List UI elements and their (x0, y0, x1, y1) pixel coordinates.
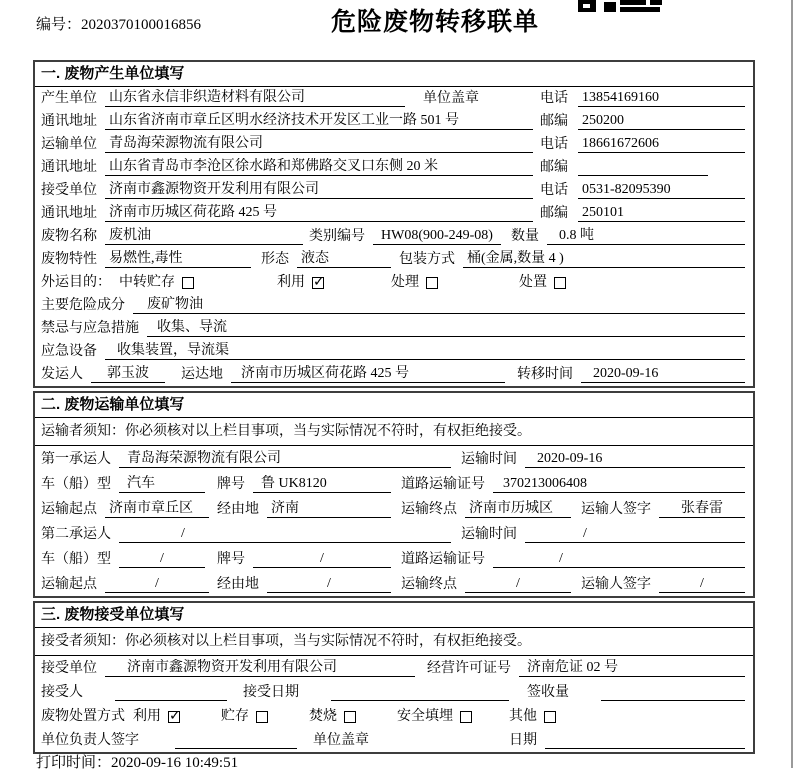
transporter-value: 青岛海荣源物流有限公司 (105, 135, 533, 153)
transporter-address-value: 山东省青岛市李沧区徐水路和郑佛路交叉口东侧 20 米 (105, 158, 533, 176)
zip-label: 邮编 (540, 114, 568, 129)
row-transporter-address (35, 156, 753, 179)
right-column (540, 204, 745, 222)
second-carrier-value: / (119, 525, 451, 543)
receipt-qty-value (601, 684, 745, 701)
option-label: 处置 (519, 275, 547, 290)
checkbox-treat (426, 277, 438, 289)
first-road-license-value: 370213006408 (493, 475, 745, 493)
accept-unit-value: 济南市鑫源物资开发利用有限公司 (105, 659, 415, 677)
plate-label: 牌号 (217, 477, 245, 492)
first-carrier-value: 青岛海荣源物流有限公司 (119, 450, 451, 468)
date-value (545, 732, 745, 749)
destination-value: 济南市历城区荷花路 425 号 (231, 365, 505, 383)
print-time-value: 2020-09-16 10:49:51 (111, 755, 239, 771)
transfer-time-label: 转移时间 (517, 367, 573, 382)
via-label: 经由地 (217, 502, 259, 517)
option-label: 利用 (277, 275, 305, 290)
option-label: 处理 (391, 275, 419, 290)
second-terminal-value: / (465, 575, 571, 593)
phone-label: 电话 (540, 183, 568, 198)
receiver-label: 接受单位 (41, 183, 97, 198)
date-label: 日期 (509, 733, 537, 748)
producer-zip-value: 250200 (578, 112, 745, 130)
purpose-option-dispose (519, 274, 566, 291)
form-label: 形态 (261, 252, 289, 267)
phone-label: 电话 (540, 137, 568, 152)
second-carrier-time-value: / (525, 525, 745, 543)
vehicle-type-label: 车（船）型 (41, 552, 111, 567)
row-shipper (35, 363, 753, 386)
right-column (540, 181, 745, 199)
option-label: 安全填埋 (397, 709, 453, 724)
purpose-option-treat (391, 274, 519, 291)
vehicle-type-label: 车（船）型 (41, 477, 111, 492)
disposal-option-storage (221, 708, 309, 725)
acceptor-label: 接受人 (41, 685, 83, 700)
first-terminal-value: 济南市历城区 (465, 500, 571, 518)
page-edge-line (791, 0, 793, 768)
address-label: 通讯地址 (41, 114, 97, 129)
disposal-option-utilize (133, 708, 221, 725)
row-second-route (35, 571, 753, 596)
category-value: HW08(900-249-08) (373, 227, 501, 245)
row-equipment (35, 340, 753, 363)
accept-date-value (331, 684, 509, 701)
serial-label: 编号： (36, 17, 82, 33)
row-waste-name (35, 225, 753, 248)
shipper-value: 郭玉波 (91, 365, 165, 383)
producer-address-value: 山东省济南市章丘区明水经济技术开发区工业一路 501 号 (105, 112, 533, 130)
form-value: 液态 (297, 250, 391, 268)
road-license-label: 道路运输证号 (401, 552, 485, 567)
transporter-label: 运输单位 (41, 137, 97, 152)
option-label: 贮存 (221, 709, 249, 724)
option-label: 其他 (509, 709, 537, 724)
section2-title: 二. 废物运输单位填写 (35, 393, 753, 418)
producer-value: 山东省永信非织造材料有限公司 (105, 89, 405, 107)
second-road-license-value: / (493, 550, 745, 568)
serial-number-line (36, 13, 201, 34)
second-vehicle-value: / (119, 550, 205, 568)
waste-name-value: 废机油 (105, 227, 303, 245)
second-plate-value: / (253, 550, 391, 568)
transfer-time-value: 2020-09-16 (581, 365, 745, 383)
license-value: 济南危证 02 号 (519, 659, 745, 677)
accept-unit-label: 接受单位 (41, 661, 97, 676)
address-label: 通讯地址 (41, 206, 97, 221)
checkbox-transfer-storage (182, 277, 194, 289)
section-producer (33, 60, 755, 388)
row-manager-sign (35, 728, 753, 752)
checkbox-disposal-utilize (168, 711, 180, 723)
second-via-value: / (267, 575, 391, 593)
receiver-address-value: 济南市历城区荷花路 425 号 (105, 204, 533, 222)
disposal-option-incinerate (309, 708, 397, 725)
row-second-carrier (35, 521, 753, 546)
section1-title: 一. 废物产生单位填写 (35, 62, 753, 87)
phone-label: 电话 (540, 91, 568, 106)
purpose-option-utilize (277, 274, 391, 291)
receiver-notice: 接受者须知：你必须核对以上栏目事项，当与实际情况不符时，有权拒绝接受。 (35, 628, 753, 656)
quantity-label: 数量 (511, 229, 539, 244)
qr-code-fragment (578, 0, 670, 12)
measures-label: 禁忌与应急措施 (41, 321, 139, 336)
form-body (33, 60, 755, 757)
first-plate-value: 鲁 UK8120 (253, 475, 391, 493)
unit-seal-label: 单位盖章 (423, 91, 479, 106)
section-transporter (33, 391, 755, 598)
row-first-carrier (35, 446, 753, 471)
terminal-label: 运输终点 (401, 577, 457, 592)
row-transporter (35, 133, 753, 156)
row-disposal-method (35, 704, 753, 728)
category-label: 类别编号 (309, 229, 365, 244)
row-receiver (35, 179, 753, 202)
acceptor-value (115, 684, 227, 701)
receiver-value: 济南市鑫源物资开发利用有限公司 (105, 181, 533, 199)
row-waste-trait (35, 248, 753, 271)
row-first-vehicle (35, 471, 753, 496)
checkbox-disposal-storage (256, 711, 268, 723)
row-purpose (35, 271, 753, 294)
checkbox-dispose (554, 277, 566, 289)
measures-value: 收集、导流 (147, 319, 745, 337)
transporter-notice: 运输者须知：你必须核对以上栏目事项，当与实际情况不符时，有权拒绝接受。 (35, 418, 753, 446)
row-first-route (35, 496, 753, 521)
row-receiver-address (35, 202, 753, 225)
destination-label: 运达地 (181, 367, 223, 382)
road-license-label: 道路运输证号 (401, 477, 485, 492)
carrier-sign-label: 运输人签字 (581, 577, 651, 592)
waste-name-label: 废物名称 (41, 229, 97, 244)
unit-seal-label: 单位盖章 (313, 733, 369, 748)
first-origin-value: 济南市章丘区 (105, 500, 209, 518)
zip-label: 邮编 (540, 206, 568, 221)
equipment-value: 收集装置，导流渠 (105, 342, 745, 360)
second-origin-value: / (105, 575, 209, 593)
row-second-vehicle (35, 546, 753, 571)
print-time-label: 打印时间： (36, 755, 112, 771)
row-hazard (35, 294, 753, 317)
transporter-phone-value: 18661672606 (578, 135, 745, 153)
first-carrier-sign-value: 张春雷 (659, 500, 745, 518)
purpose-label: 外运目的： (41, 275, 111, 290)
producer-label: 产生单位 (41, 91, 97, 106)
row-measures (35, 317, 753, 340)
right-column (540, 89, 745, 107)
packing-value: 桶(金属,数量 4 ) (463, 250, 745, 268)
transport-time-label: 运输时间 (461, 527, 517, 542)
quantity-value: 0.8 吨 (547, 227, 745, 245)
second-carrier-sign-value: / (659, 575, 745, 593)
checkbox-disposal-incinerate (344, 711, 356, 723)
option-label: 焚烧 (309, 709, 337, 724)
option-label: 中转贮存 (119, 275, 175, 290)
right-column (540, 135, 745, 153)
manager-sign-label: 单位负责人签字 (41, 733, 139, 748)
print-time-line (36, 751, 238, 772)
shipper-label: 发运人 (41, 367, 83, 382)
transporter-zip-value (578, 159, 708, 176)
first-carrier-time-value: 2020-09-16 (525, 450, 745, 468)
purpose-option-transfer-storage (119, 274, 277, 291)
disposal-option-other (509, 708, 556, 725)
manager-sign-value (175, 732, 297, 749)
license-label: 经营许可证号 (427, 661, 511, 676)
hazard-label: 主要危险成分 (41, 298, 125, 313)
transport-time-label: 运输时间 (461, 452, 517, 467)
row-producer (35, 87, 753, 110)
zip-label: 邮编 (540, 160, 568, 175)
origin-label: 运输起点 (41, 577, 97, 592)
address-label: 通讯地址 (41, 160, 97, 175)
accept-date-label: 接受日期 (243, 685, 299, 700)
packing-label: 包装方式 (399, 252, 455, 267)
receiver-phone-value: 0531-82095390 (578, 181, 745, 199)
carrier-sign-label: 运输人签字 (581, 502, 651, 517)
trait-value: 易燃性,毒性 (105, 250, 251, 268)
row-producer-address (35, 110, 753, 133)
option-label: 利用 (133, 709, 161, 724)
right-column (540, 159, 745, 176)
first-via-value: 济南 (267, 500, 391, 518)
right-column (540, 112, 745, 130)
origin-label: 运输起点 (41, 502, 97, 517)
serial-value: 2020370100016856 (81, 17, 202, 33)
hazard-value: 废矿物油 (133, 296, 745, 314)
checkbox-disposal-other (544, 711, 556, 723)
first-carrier-label: 第一承运人 (41, 452, 111, 467)
section3-title: 三. 废物接受单位填写 (35, 603, 753, 628)
second-carrier-label: 第二承运人 (41, 527, 111, 542)
disposal-method-label: 废物处置方式 (41, 709, 125, 724)
section-receiver (33, 601, 755, 754)
producer-phone-value: 13854169160 (578, 89, 745, 107)
first-vehicle-value: 汽车 (119, 475, 205, 493)
equipment-label: 应急设备 (41, 344, 97, 359)
plate-label: 牌号 (217, 552, 245, 567)
receiver-zip-value: 250101 (578, 204, 745, 222)
disposal-option-landfill (397, 708, 509, 725)
page-title: 危险废物转移联单 (331, 8, 540, 36)
row-accept-unit (35, 656, 753, 680)
checkbox-utilize (312, 277, 324, 289)
terminal-label: 运输终点 (401, 502, 457, 517)
receipt-qty-label: 签收量 (527, 685, 569, 700)
checkbox-disposal-landfill (460, 711, 472, 723)
trait-label: 废物特性 (41, 252, 97, 267)
row-acceptor (35, 680, 753, 704)
via-label: 经由地 (217, 577, 259, 592)
